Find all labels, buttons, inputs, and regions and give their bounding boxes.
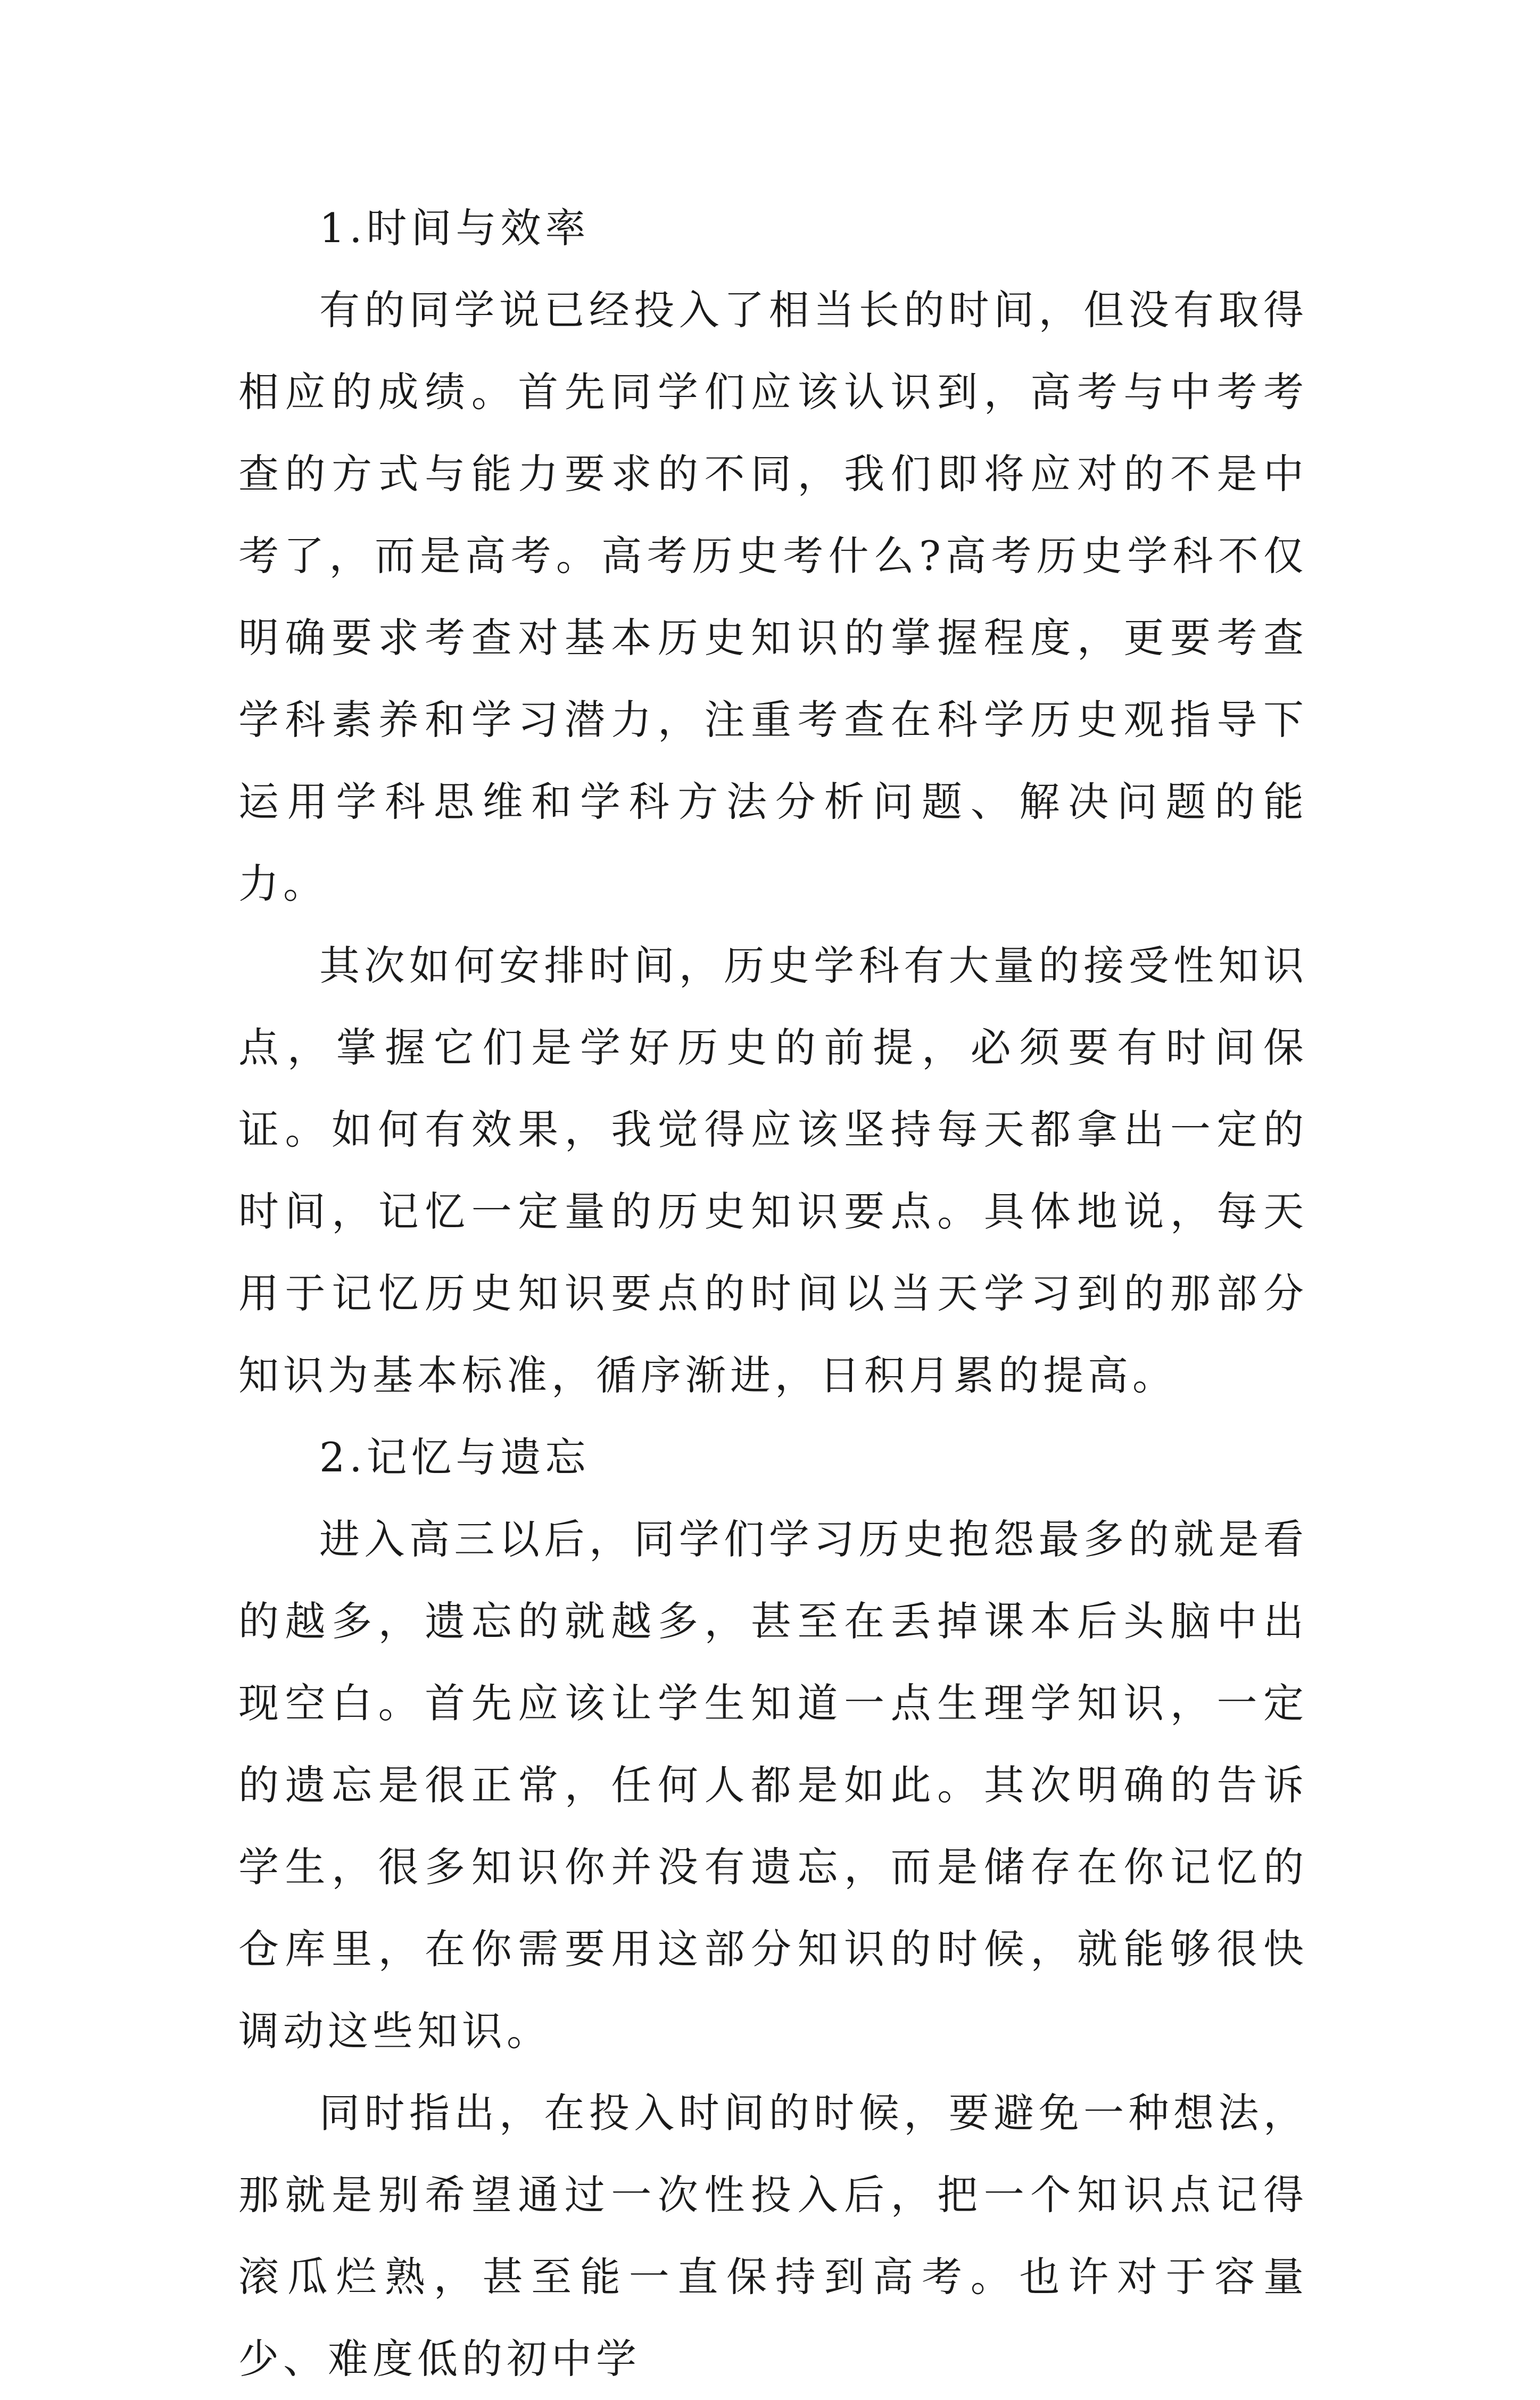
section-heading-time-efficiency: 1.时间与效率 (319, 204, 590, 252)
paragraph: 有的同学说已经投入了相当长的时间，但没有取得相应的成绩。首先同学们应该认识到，高考与中考考查的方式与能力要求的不同，我们即将应对的不是中考了，而是高考。高考历史考什么?高考历史学科不仅明确要求考查对基本历史知识的掌握程度，更要考查学科素养和学习潜力，注重考查在科学历史观指导下运用学科思维和学科方法分析问题、解决问题的能力。 (238, 286, 1308, 907)
document-body (238, 187, 1308, 2400)
paragraph: 同时指出，在投入时间的时候，要避免一种想法，那就是别希望通过一次性投入后，把一个知识点记得滚瓜烂熟，甚至能一直保持到高考。也许对于容量少、难度低的初中学 (238, 2089, 1308, 2382)
paragraph: 其次如何安排时间，历史学科有大量的接受性知识点，掌握它们是学好历史的前提，必须要有时间保证。如何有效果，我觉得应该坚持每天都拿出一定的时间，记忆一定量的历史知识要点。具体地说，每天用于记忆历史知识要点的时间以当天学习到的那部分知识为基本标准，循序渐进，日积月累的提高。 (238, 942, 1308, 1399)
paragraph: 进入高三以后，同学们学习历史抱怨最多的就是看的越多，遗忘的就越多，甚至在丢掉课本后头脑中出现空白。首先应该让学生知道一点生理学知识，一定的遗忘是很正常，任何人都是如此。其次明确的告诉学生，很多知识你并没有遗忘，而是储存在你记忆的仓库里，在你需要用这部分知识的时候，就能够很快调动这些知识。 (238, 1516, 1308, 2055)
section-heading-memory-forgetting: 2.记忆与遗忘 (319, 1434, 590, 1481)
